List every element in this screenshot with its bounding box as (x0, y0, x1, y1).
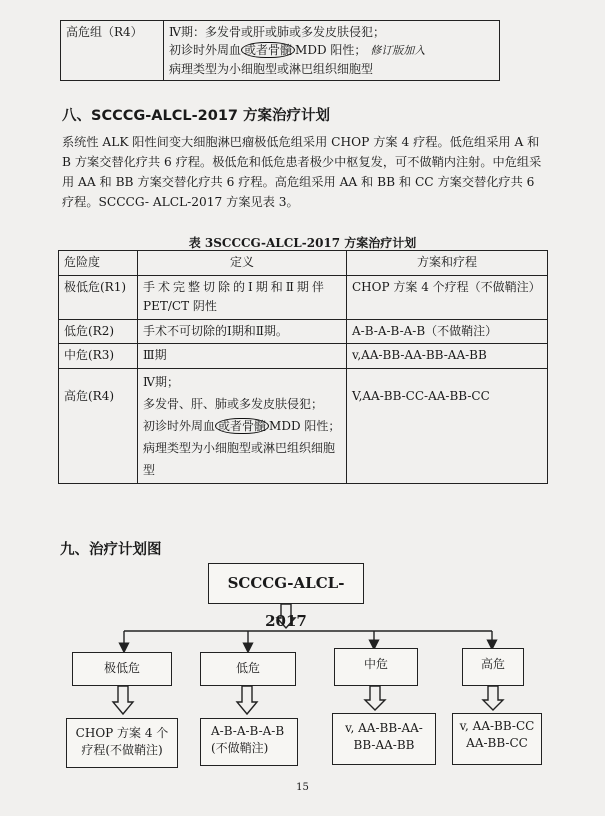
group-arrow-4 (483, 686, 503, 710)
row3-risk: 中危(R3) (59, 344, 138, 369)
section8-paragraph: 系统性 ALK 阳性间变大细胞淋巴瘤极低危组采用 CHOP 方案 4 疗程。低危组采用 A 和 B 方案交替化疗共 6 疗程。极低危和低危患者极少中枢复发，可不做鞘内注射。中危组采用 AA 和 BB 方案交替化疗共 6 疗程。高危组采用 AA 和 BB 和 CC 方案交替化疗共 6 疗程。SCCCG- ALCL-2017 方案见表 3。 (62, 135, 542, 209)
row1-def-line1: 手术完整切除的Ⅰ期和Ⅱ期伴 (143, 279, 327, 294)
table3-caption: 表 3SCCCG-ALCL-2017 方案治疗计划 (188, 236, 417, 250)
row1-plan: CHOP 方案 4 个疗程（不做鞘注） (347, 275, 548, 319)
top-line3: 病理类型为小细胞型或淋巴组织细胞型 (169, 62, 374, 76)
flow-plan-3-line2: BB-AA-BB (353, 738, 415, 752)
row4-def-line1: Ⅳ期； (143, 374, 179, 389)
row4-def-line4: 病理类型为小细胞型或淋巴组织细胞 (143, 440, 336, 455)
top-line2-pre: 初诊时外周血 (169, 43, 242, 57)
flow-plan-2-line2: (不做鞘注) (211, 741, 269, 755)
group-arrow-3 (365, 686, 385, 710)
flow-plan-1-line2: 疗程(不做鞘注) (81, 743, 163, 757)
top-table-label: 高危组（R4） (61, 21, 164, 81)
row4-def-post: MDD 阳性； (269, 418, 341, 433)
header-risk: 危险度 (59, 251, 138, 276)
flow-plan-1-line1: CHOP 方案 4 个 (75, 726, 169, 740)
flow-plan-1 (66, 718, 178, 768)
group-arrow-2 (237, 686, 257, 714)
flow-group-2: 低危 (200, 652, 296, 686)
row2-def: 手术不可切除的Ⅰ期和Ⅱ期。 (138, 319, 347, 344)
row3-plan: v,AA-BB-AA-BB-AA-BB (347, 344, 548, 369)
row2-plan: A-B-A-B-A-B（不做鞘注） (347, 319, 548, 344)
flow-plan-3 (332, 713, 436, 765)
circled-text: 或者骨髓 (241, 42, 295, 58)
top-line2-post: MDD 阳性； (295, 43, 367, 57)
flow-plan-4-line1: v, AA-BB-CC (459, 719, 535, 733)
section8-heading: 八、SCCCG-ALCL-2017 方案治疗计划 (62, 108, 331, 124)
flow-plan-4 (452, 713, 542, 765)
flow-plan-3-line1: v, AA-BB-AA- (345, 721, 423, 735)
flow-plan-4-line2: AA-BB-CC (466, 736, 528, 750)
page-number: 15 (296, 782, 309, 793)
header-def: 定义 (138, 251, 347, 276)
row4-plan: V,AA-BB-CC-AA-BB-CC (347, 368, 548, 483)
flow-group-4: 高危 (462, 648, 524, 686)
row4-risk: 高危(R4) (59, 368, 138, 483)
top-line1: Ⅳ期：多发骨或肝或肺或多发皮肤侵犯； (169, 25, 385, 39)
flow-group-3: 中危 (334, 648, 418, 686)
row4-def-pre: 初诊时外周血 (143, 418, 216, 433)
row3-def: Ⅲ期 (138, 344, 347, 369)
row4-def-line2: 多发骨、肝、肺或多发皮肤侵犯； (143, 396, 324, 411)
header-plan: 方案和疗程 (347, 251, 548, 276)
row2-risk: 低危(R2) (59, 319, 138, 344)
flow-group-1: 极低危 (72, 652, 172, 686)
flow-root-box: SCCCG-ALCL-2017 (208, 563, 364, 604)
circled-text: 或者骨髓 (215, 418, 269, 434)
row1-def-line2: PET/CT 阴性 (143, 299, 217, 313)
group-arrow-1 (113, 686, 133, 714)
flow-plan-2-line1: A-B-A-B-A-B (211, 724, 285, 738)
row4-def-line5: 型 (143, 462, 156, 477)
row1-risk: 极低危(R1) (59, 275, 138, 319)
section9-heading: 九、治疗计划图 (60, 542, 162, 558)
handwritten-note: 修订版加入 (370, 44, 426, 57)
flow-plan-2 (200, 718, 298, 766)
